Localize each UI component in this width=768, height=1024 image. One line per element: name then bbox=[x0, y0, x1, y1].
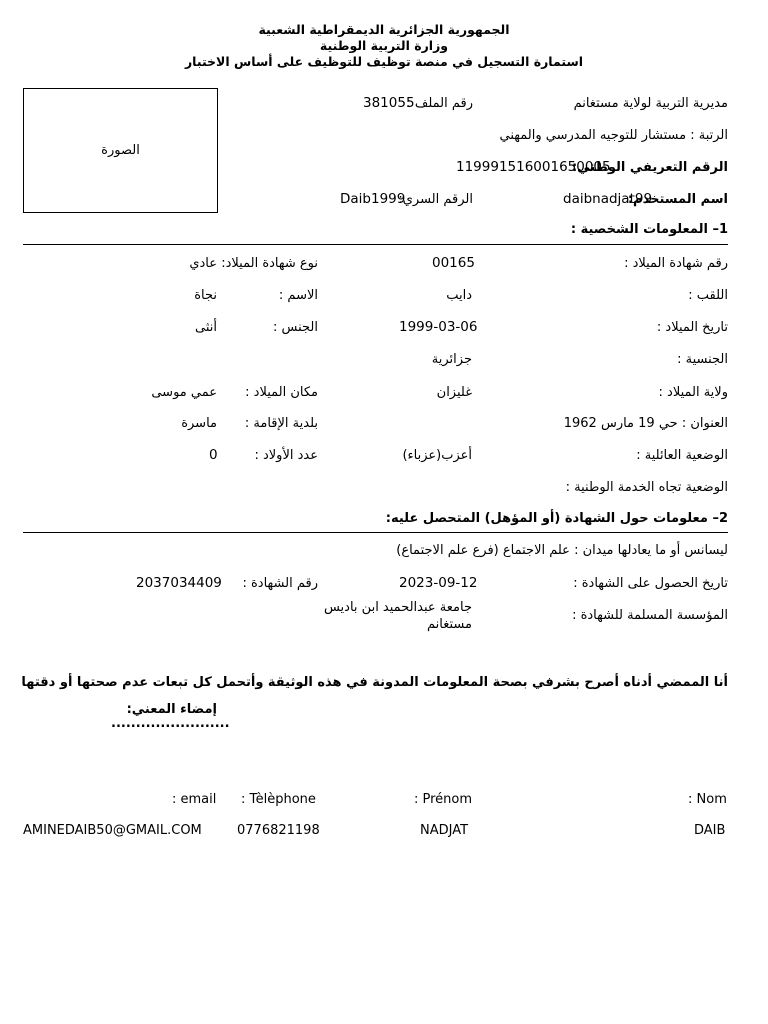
password-label: الرقم السري: bbox=[398, 192, 473, 207]
header-form-title: استمارة التسجيل في منصة توظيف للتوظيف على أساس الاختبار bbox=[184, 54, 584, 69]
nom-label: : Nom bbox=[688, 792, 727, 807]
nin-label: الرقم التعريفي الوطني: bbox=[571, 160, 728, 175]
password-value: Daib1999 bbox=[340, 191, 406, 207]
cert-number-value: 2037034409 bbox=[136, 575, 222, 591]
prenom-label: : Prénom bbox=[414, 792, 473, 807]
firstname-label: الاسم : bbox=[278, 288, 318, 303]
birthdate-label: تاريخ الميلاد : bbox=[656, 320, 728, 335]
username-value: daibnadjat99 bbox=[563, 191, 653, 207]
header-republic: الجمهورية الجزائرية الديمقراطية الشعبية bbox=[258, 22, 510, 37]
rank: الرتبة : مستشار للتوجيه المدرسي والمهني bbox=[499, 128, 728, 143]
telephone-value: 0776821198 bbox=[237, 823, 320, 838]
cert-number-label: رقم الشهادة : bbox=[242, 576, 318, 591]
file-number-label: رقم الملف : bbox=[406, 96, 473, 111]
degree-date-value: 2023-09-12 bbox=[399, 575, 478, 591]
commune-label: بلدية الإقامة : bbox=[244, 416, 318, 431]
degree: ليسانس أو ما يعادلها ميدان : علم الاجتماع (فرع علم الاجتماع) bbox=[396, 543, 728, 558]
section2-divider bbox=[23, 532, 728, 533]
declaration: أنا الممضي أدناه أصرح بشرفي بصحة المعلومات المدونة في هذه الوثيقة وأتحمل كل تبعات عدم صحتها أو دقتها bbox=[21, 675, 728, 690]
birth-cert-type-label: نوع شهادة الميلاد: bbox=[221, 256, 318, 271]
nin-value: 119991516001650005 bbox=[456, 159, 611, 175]
commune-value: ماسرة bbox=[181, 416, 217, 431]
photo-box bbox=[23, 88, 218, 213]
military-status-label: الوضعية تجاه الخدمة الوطنية : bbox=[565, 480, 728, 495]
birth-place-value: عمي موسى bbox=[151, 385, 217, 400]
prenom-value: NADJAT bbox=[420, 823, 469, 838]
birth-cert-no-label: رقم شهادة الميلاد : bbox=[624, 256, 728, 271]
institution-label: المؤسسة المسلمة للشهادة : bbox=[572, 608, 728, 623]
surname-label: اللقب : bbox=[688, 288, 728, 303]
institution-line2: مستغانم bbox=[427, 617, 472, 632]
birth-cert-type-value: عادي bbox=[189, 256, 217, 271]
nationality-value: جزائرية bbox=[431, 352, 472, 367]
directorate: مديرية التربية لولاية مستغانم bbox=[573, 96, 728, 111]
header-ministry: وزارة التربية الوطنية bbox=[319, 38, 449, 53]
birth-cert-no-value: 00165 bbox=[432, 255, 475, 271]
family-status-label: الوضعية العائلية : bbox=[636, 448, 728, 463]
username-label: اسم المستخدم: bbox=[627, 192, 728, 207]
section2-title: 2– معلومات حول الشهادة (أو المؤهل) المتحصل عليه: bbox=[385, 511, 728, 526]
file-number-value: 381055 bbox=[363, 95, 415, 111]
birth-wilaya-label: ولاية الميلاد : bbox=[658, 385, 728, 400]
children-label: عدد الأولاد : bbox=[254, 448, 318, 463]
degree-date-label: تاريخ الحصول على الشهادة : bbox=[573, 576, 728, 591]
firstname-value: نجاة bbox=[194, 288, 217, 303]
children-value: 0 bbox=[209, 447, 218, 463]
gender-value: أنثى bbox=[195, 320, 217, 335]
email-label: : email bbox=[172, 792, 217, 807]
birthdate-value: 1999-03-06 bbox=[399, 319, 478, 335]
nom-value: DAIB bbox=[694, 823, 726, 838]
section1-divider bbox=[23, 244, 728, 245]
email-value: AMINEDAIB50@GMAIL.COM bbox=[23, 823, 202, 838]
institution-line1: جامعة عبدالحميد ابن باديس bbox=[323, 600, 472, 615]
address: العنوان : حي 19 مارس 1962 bbox=[563, 416, 728, 431]
surname-value: دايب bbox=[446, 288, 472, 303]
family-status-value: أعزب(عزباء) bbox=[402, 448, 472, 463]
birth-wilaya-value: غليزان bbox=[436, 385, 472, 400]
nationality-label: الجنسية : bbox=[677, 352, 728, 367]
photo-label: الصورة bbox=[101, 143, 140, 158]
section1-title: 1– المعلومات الشخصية : bbox=[570, 222, 728, 237]
gender-label: الجنس : bbox=[273, 320, 318, 335]
signature-label: إمضاء المعني: bbox=[126, 702, 217, 717]
birth-place-label: مكان الميلاد : bbox=[245, 385, 318, 400]
telephone-label: : Tèlèphone bbox=[241, 792, 316, 807]
signature-line: ........................ bbox=[111, 716, 230, 731]
